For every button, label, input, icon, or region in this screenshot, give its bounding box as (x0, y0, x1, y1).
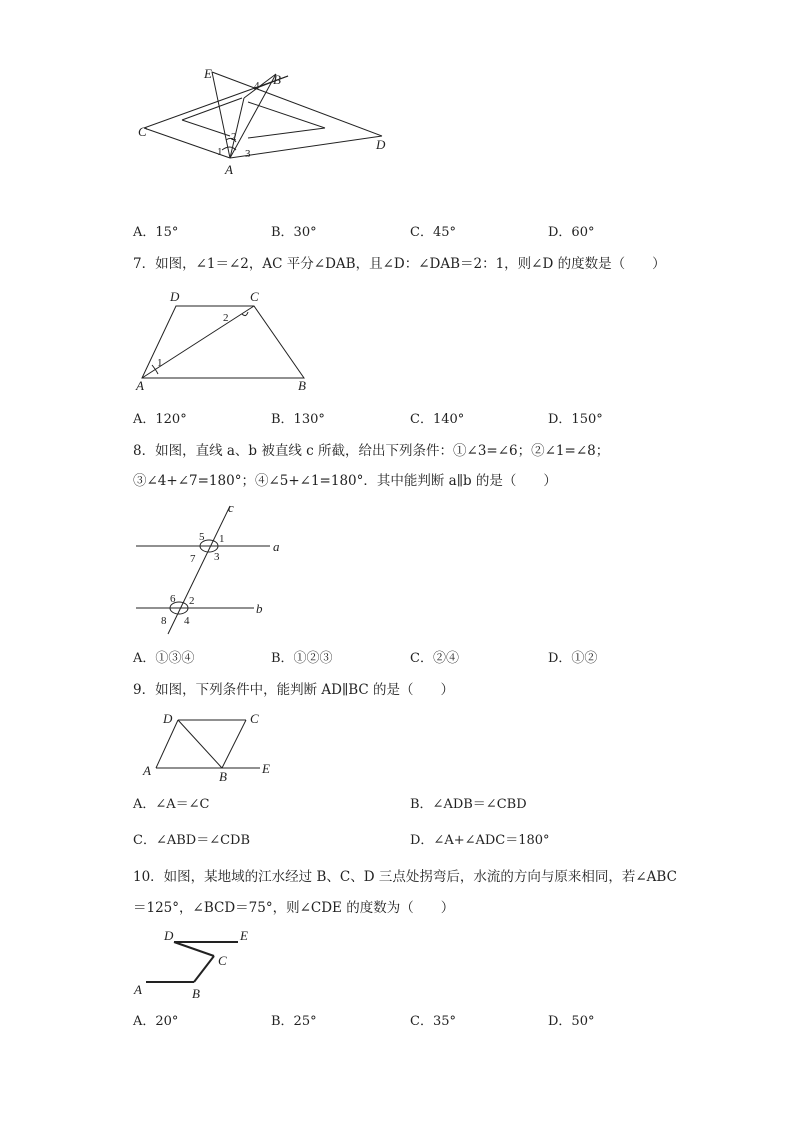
q8-angle-1: 1 (219, 533, 225, 545)
q9-label-A: A (143, 763, 151, 778)
q9-label-E: E (262, 761, 270, 776)
q6-option-a: A．15° (133, 225, 179, 240)
q8-angle-6: 6 (170, 593, 176, 605)
q8-option-d: D．①② (548, 651, 598, 666)
q10-question-line1: 10．如图，某地域的江水经过 B、C、D 三点处拐弯后，水流的方向与原来相同，若∠ABC (133, 869, 677, 885)
q9-option-a: A．∠A＝∠C (133, 797, 210, 812)
q10-option-d: D．50° (548, 1014, 595, 1029)
q8-angle-3: 3 (214, 551, 220, 563)
q8-angle-2: 2 (189, 595, 195, 607)
q7-angle-2: 2 (223, 312, 229, 324)
q6-figure (130, 62, 400, 182)
q7-option-b: B．130° (271, 412, 325, 427)
q8-label-c: c (228, 500, 234, 515)
q7-label-D: D (170, 289, 180, 304)
q9-option-c: C．∠ABD＝∠CDB (133, 833, 251, 848)
q8-angle-7: 7 (190, 553, 196, 565)
q10-label-D: D (164, 928, 174, 943)
q8-angle-8: 8 (161, 615, 167, 627)
q7-option-a: A．120° (133, 412, 187, 427)
q10-figure (130, 924, 270, 1004)
q7-label-C: C (250, 289, 259, 304)
q8-question-line1: 8．如图，直线 a、b 被直线 c 所截，给出下列条件：①∠3=∠6；②∠1=∠8； (133, 443, 610, 459)
q6-option-c: C．45° (410, 225, 456, 240)
q7-label-A: A (136, 378, 144, 393)
q7-figure (130, 286, 320, 396)
q10-question-line2: ＝125°，∠BCD＝75°，则∠CDE 的度数为（ ） (133, 900, 455, 916)
q10-label-E: E (240, 928, 248, 943)
q7-question-text: 7．如图，∠1＝∠2，AC 平分∠DAB，且∠D：∠DAB＝2：1，则∠D 的度数是（ ） (133, 256, 666, 272)
q10-option-c: C．35° (410, 1014, 456, 1029)
q10-label-C: C (218, 953, 227, 968)
q7-option-d: D．150° (548, 412, 603, 427)
q6-label-E: E (204, 66, 212, 81)
q8-label-b: b (256, 601, 263, 616)
q6-angle-1: 1 (217, 146, 223, 158)
q10-label-A: A (134, 982, 142, 997)
q9-option-d: D．∠A+∠ADC＝180° (410, 833, 550, 848)
q10-option-b: B．25° (271, 1014, 317, 1029)
q8-question-line2: ③∠4+∠7=180°；④∠5+∠1=180°．其中能判断 a∥b 的是（ ） (133, 473, 557, 489)
q8-angle-4: 4 (184, 615, 190, 627)
q6-angle-3: 3 (245, 148, 251, 160)
q9-figure (138, 708, 278, 788)
q6-angle-4: 4 (254, 80, 260, 92)
q8-angle-5: 5 (199, 531, 205, 543)
q7-angle-1: 1 (157, 357, 163, 369)
q6-angle-2: 2 (231, 131, 237, 143)
q7-option-c: C．140° (410, 412, 465, 427)
q9-question-text: 9．如图，下列条件中，能判断 AD∥BC 的是（ ） (133, 682, 454, 698)
q8-label-a: a (273, 539, 280, 554)
q9-option-b: B．∠ADB＝∠CBD (410, 797, 527, 812)
q9-label-C: C (250, 711, 259, 726)
q6-label-A: A (225, 162, 233, 177)
q6-label-C: C (138, 124, 147, 139)
q8-option-b: B．①②③ (271, 651, 333, 666)
q6-label-D: D (376, 137, 386, 152)
q7-label-B: B (298, 378, 306, 393)
q8-figure (130, 500, 290, 640)
q10-label-B: B (192, 986, 200, 1001)
q9-label-B: B (219, 769, 227, 784)
q8-option-a: A．①③④ (133, 651, 195, 666)
q6-option-b: B．30° (271, 225, 317, 240)
q6-option-d: D．60° (548, 225, 595, 240)
q9-label-D: D (163, 711, 173, 726)
q10-option-a: A．20° (133, 1014, 179, 1029)
q6-label-B: B (273, 72, 281, 87)
q8-option-c: C．②④ (410, 651, 459, 666)
